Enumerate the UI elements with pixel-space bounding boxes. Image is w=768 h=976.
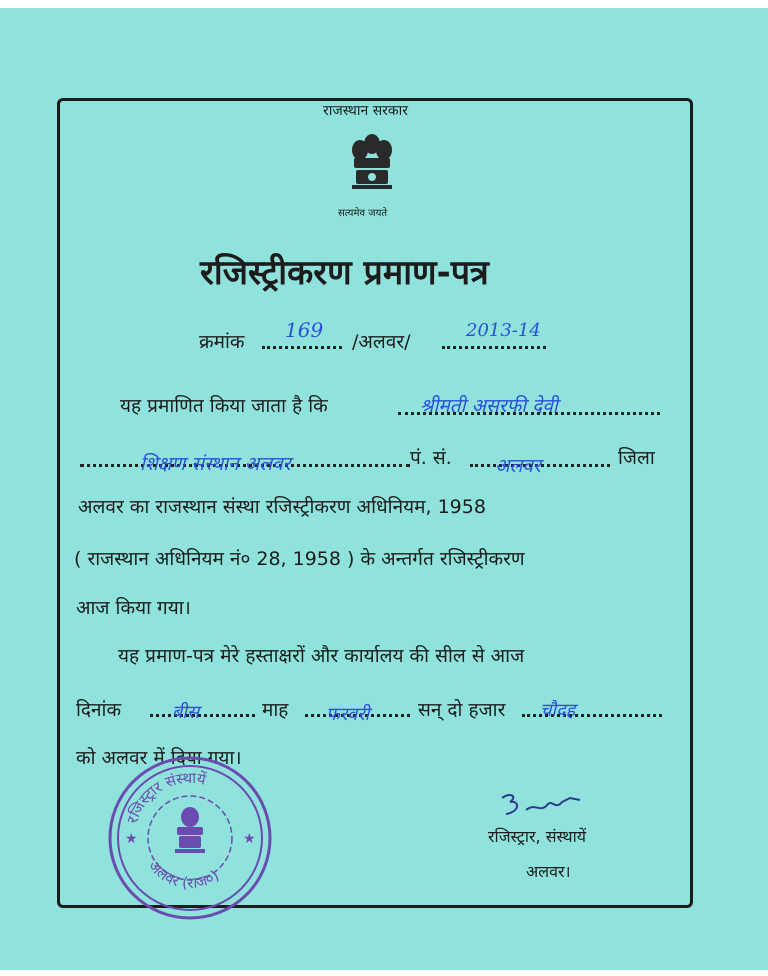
registrar-signature bbox=[496, 788, 586, 822]
registered-today-text: आज किया गया। bbox=[76, 597, 191, 619]
panchayat-label: पं. सं. bbox=[410, 447, 452, 469]
office-seal-stamp bbox=[105, 753, 275, 923]
certify-text: यह प्रमाणित किया जाता है कि bbox=[120, 395, 328, 417]
seal-top-text: रजिस्ट्रार संस्थायें bbox=[123, 768, 208, 826]
certificate-paper bbox=[0, 8, 768, 970]
issue-text: यह प्रमाण-पत्र मेरे हस्ताक्षरों और कार्यालय की सील से आज bbox=[118, 645, 525, 667]
date-label: दिनांक bbox=[76, 699, 122, 721]
panchayat-value: अलवर bbox=[495, 455, 541, 477]
day-value: बीस bbox=[172, 702, 200, 723]
act-text-line2: ( राजस्थान अधिनियम नं० 28, 1958 ) के अन्तर्गत रजिस्ट्रीकरण bbox=[74, 548, 525, 570]
year-value: 2013-14 bbox=[466, 320, 541, 341]
number-value: 169 bbox=[285, 318, 324, 342]
year-dotted-line bbox=[442, 346, 546, 349]
government-heading: राजस्थान सरकार bbox=[323, 103, 408, 119]
organisation-name: शिक्षण संस्थान अलवर bbox=[140, 453, 291, 475]
svg-text:अलवर (राज०) bbox=[145, 857, 222, 892]
day-dotted-line bbox=[150, 714, 255, 717]
svg-text:★: ★ bbox=[125, 831, 138, 847]
year-label: सन् दो हजार bbox=[418, 699, 506, 721]
month-label: माह bbox=[262, 699, 289, 721]
seal-bottom-text: अलवर (राज०) bbox=[144, 856, 223, 893]
month-value: फरवरी bbox=[326, 704, 370, 725]
svg-text:★: ★ bbox=[243, 831, 256, 847]
act-text-line1: अलवर का राजस्थान संस्था रजिस्ट्रीकरण अधिनियम, 1958 bbox=[78, 496, 486, 518]
certificate-title: रजिस्ट्रीकरण प्रमाण-पत्र bbox=[200, 253, 489, 293]
holder-name: श्रीमती असरफी देवी bbox=[420, 395, 558, 417]
district-code: /अलवर/ bbox=[352, 331, 411, 353]
year-words-value: चौदह bbox=[540, 700, 576, 721]
number-dotted-line bbox=[262, 346, 342, 349]
given-at-text: को अलवर में दिया गया। bbox=[76, 747, 242, 769]
motto-text: सत्यमेव जयते bbox=[338, 208, 388, 219]
number-label: क्रमांक bbox=[199, 331, 245, 353]
district-label: जिला bbox=[618, 447, 655, 469]
state-emblem-icon bbox=[344, 128, 400, 208]
registrar-title: रजिस्ट्रार, संस्थायें bbox=[488, 827, 587, 846]
registrar-place: अलवर। bbox=[526, 862, 571, 881]
